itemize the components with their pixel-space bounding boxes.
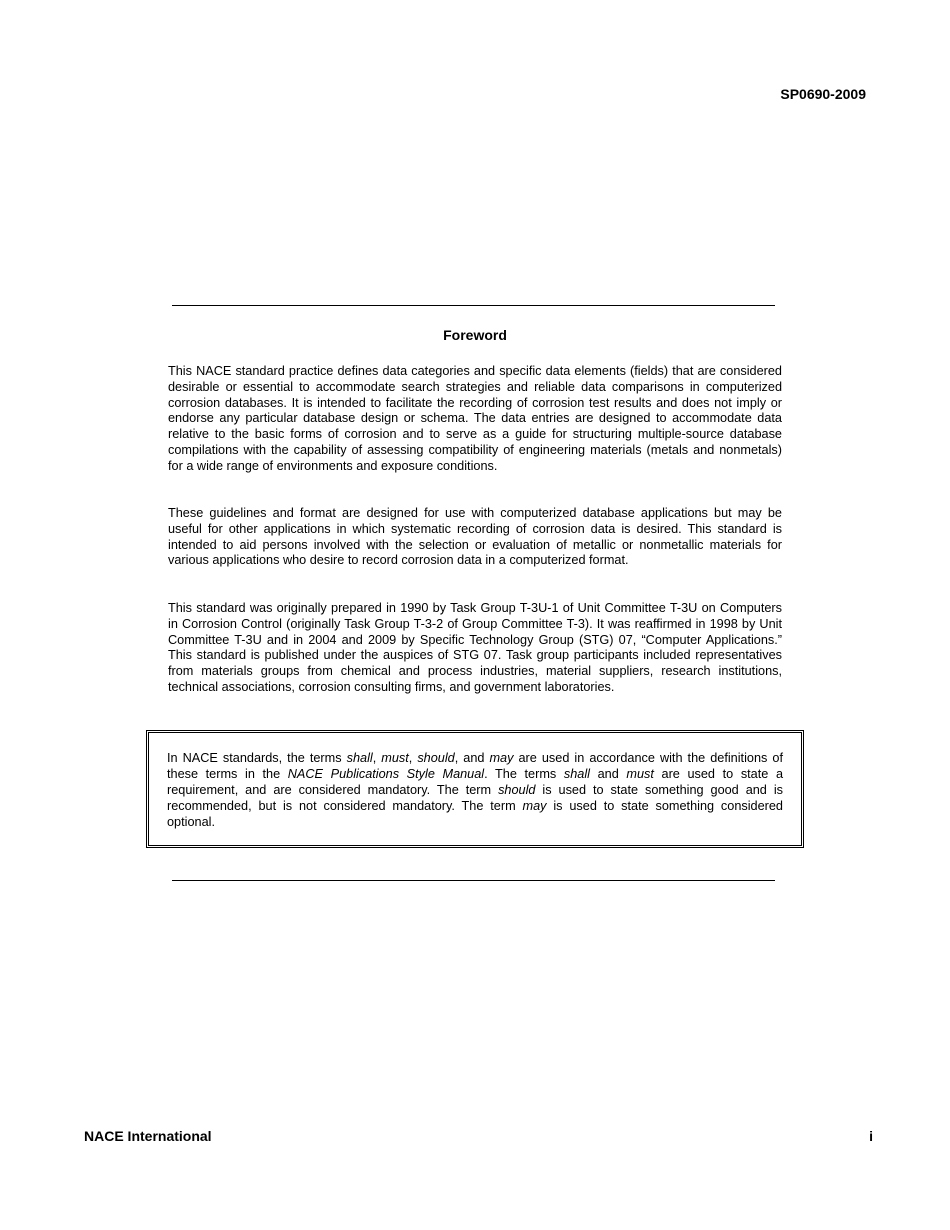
note-text-segment: In NACE standards, the terms — [167, 751, 347, 765]
term-may: may — [489, 751, 514, 765]
page-number: i — [869, 1128, 873, 1144]
term-should: should — [417, 751, 455, 765]
term-should: should — [498, 783, 536, 797]
foreword-paragraph-1: This NACE standard practice defines data categories and specific data elements (fields) that are considered desirable or essential to accommodate search strategies and reliable data comparisons in computerized corrosion databases. It is intended to facilitate the recording of corrosion test results and does not imply or endorse any particular database design or schema. The data entries are designed to accommodate data relative to the basic forms of corrosion and to serve as a guide for structuring multiple-source database compilations with the capability of assessing compatibility of engineering materials (metals and nonmetals) for a wide range of environments and exposure conditions. — [168, 364, 782, 473]
note-text-segment: is used to state something good and is recommended, but is not considered mandatory. The term — [167, 783, 783, 813]
term-must: must — [626, 767, 654, 781]
footer-organization: NACE International — [84, 1128, 212, 1144]
note-text-segment: , — [408, 751, 418, 765]
term-shall: shall — [346, 751, 373, 765]
bottom-divider — [172, 880, 775, 881]
style-manual-title: NACE Publications Style Manual — [287, 767, 485, 781]
foreword-paragraph-3: This standard was originally prepared in 1990 by Task Group T-3U-1 of Unit Committee T-3U on Computers in Corrosion Control (originally Task Group T-3-2 of Group Committee T-3). It was reaffirmed in 1998 by Unit Committee T-3U and in 2004 and 2009 by Specific Technology Group (STG) 07, “Computer Applications.” This standard is published under the auspices of STG 07. Task group participants included representatives from materials groups from chemical and process industries, material suppliers, research institutions, technical associations, corrosion consulting firms, and government laboratories. — [168, 601, 782, 694]
terminology-note-text — [167, 750, 783, 830]
term-must: must — [381, 751, 409, 765]
note-text-segment: and — [589, 767, 627, 781]
note-text-segment: is used to state something considered optional. — [167, 799, 783, 829]
note-text-segment: , — [372, 751, 382, 765]
note-text-segment: . The terms — [484, 767, 564, 781]
note-text-segment: , and — [454, 751, 490, 765]
top-divider — [172, 305, 775, 306]
term-may: may — [522, 799, 547, 813]
note-text-segment: are used to state a requirement, and are considered mandatory. The term — [167, 767, 784, 797]
section-title: Foreword — [443, 327, 507, 343]
note-text-segment: are used in accordance with the definitions of these terms in the — [167, 751, 783, 781]
foreword-paragraph-2: These guidelines and format are designed for use with computerized database applications but may be useful for other applications in which systematic recording of corrosion data is desired. This standard is intended to aid persons involved with the selection or evaluation of metallic or nonmetallic materials for various applications who desire to record corrosion data in a computerized format. — [168, 506, 782, 568]
term-shall: shall — [563, 767, 590, 781]
terminology-note-box — [146, 730, 804, 848]
document-number: SP0690-2009 — [780, 86, 866, 102]
